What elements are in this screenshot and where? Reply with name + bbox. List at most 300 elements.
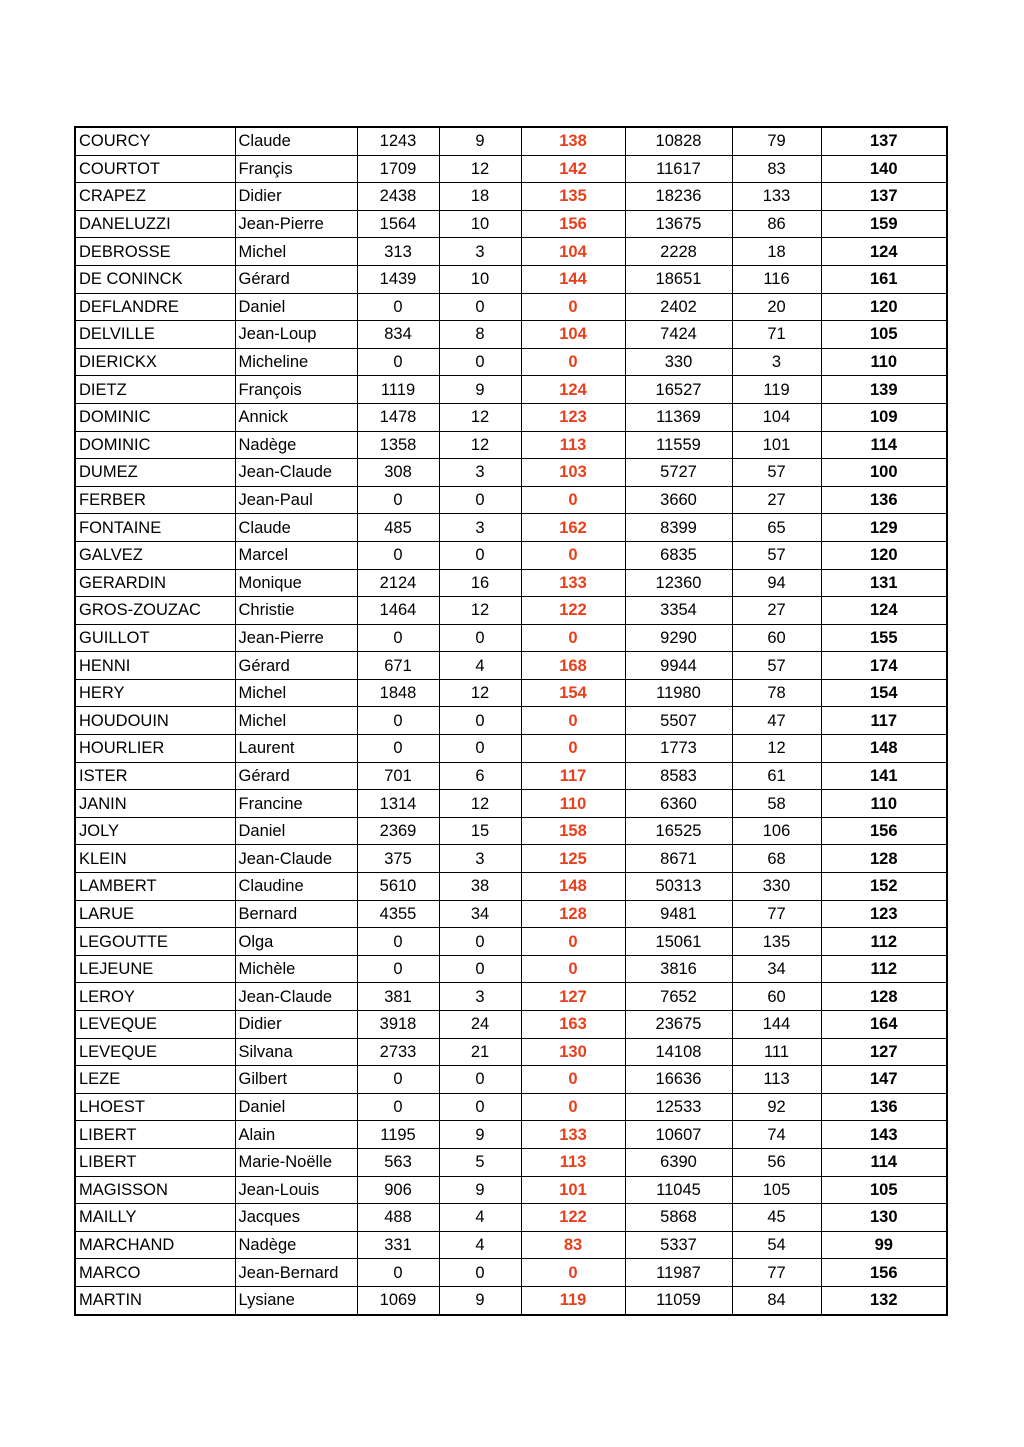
average-cell: 0 bbox=[521, 624, 625, 652]
total-average-cell: 105 bbox=[821, 321, 947, 349]
total-average-cell: 117 bbox=[821, 707, 947, 735]
points-cell: 0 bbox=[357, 955, 439, 983]
total-points-cell: 9944 bbox=[625, 652, 732, 680]
firstname-cell: Annick bbox=[235, 403, 357, 431]
table-row bbox=[75, 790, 947, 818]
games-cell: 3 bbox=[439, 845, 521, 873]
table-row bbox=[75, 873, 947, 901]
points-cell: 313 bbox=[357, 238, 439, 266]
games-cell: 16 bbox=[439, 569, 521, 597]
total-points-cell: 11617 bbox=[625, 155, 732, 183]
points-cell: 331 bbox=[357, 1231, 439, 1259]
average-cell: 0 bbox=[521, 735, 625, 763]
average-cell: 0 bbox=[521, 293, 625, 321]
total-average-cell: 141 bbox=[821, 762, 947, 790]
surname-cell: JOLY bbox=[75, 817, 235, 845]
firstname-cell: Jean-Pierre bbox=[235, 624, 357, 652]
total-games-cell: 54 bbox=[732, 1231, 821, 1259]
total-points-cell: 6835 bbox=[625, 541, 732, 569]
average-cell: 0 bbox=[521, 486, 625, 514]
total-average-cell: 174 bbox=[821, 652, 947, 680]
total-games-cell: 92 bbox=[732, 1093, 821, 1121]
games-cell: 6 bbox=[439, 762, 521, 790]
games-cell: 10 bbox=[439, 265, 521, 293]
average-cell: 154 bbox=[521, 679, 625, 707]
total-average-cell: 161 bbox=[821, 265, 947, 293]
games-cell: 12 bbox=[439, 679, 521, 707]
average-cell: 125 bbox=[521, 845, 625, 873]
games-cell: 12 bbox=[439, 431, 521, 459]
table-row bbox=[75, 1148, 947, 1176]
surname-cell: LARUE bbox=[75, 900, 235, 928]
games-cell: 0 bbox=[439, 955, 521, 983]
average-cell: 83 bbox=[521, 1231, 625, 1259]
points-cell: 0 bbox=[357, 293, 439, 321]
total-games-cell: 144 bbox=[732, 1011, 821, 1039]
table-row bbox=[75, 431, 947, 459]
average-cell: 156 bbox=[521, 210, 625, 238]
table-row bbox=[75, 652, 947, 680]
total-games-cell: 111 bbox=[732, 1038, 821, 1066]
average-cell: 158 bbox=[521, 817, 625, 845]
total-average-cell: 154 bbox=[821, 679, 947, 707]
table-row bbox=[75, 127, 947, 155]
points-cell: 1848 bbox=[357, 679, 439, 707]
total-games-cell: 79 bbox=[732, 127, 821, 155]
average-cell: 113 bbox=[521, 431, 625, 459]
table-row bbox=[75, 321, 947, 349]
total-points-cell: 15061 bbox=[625, 928, 732, 956]
total-games-cell: 56 bbox=[732, 1148, 821, 1176]
firstname-cell: Jean-Claude bbox=[235, 983, 357, 1011]
games-cell: 9 bbox=[439, 1176, 521, 1204]
total-games-cell: 18 bbox=[732, 238, 821, 266]
firstname-cell: Jean-Pierre bbox=[235, 210, 357, 238]
points-cell: 1243 bbox=[357, 127, 439, 155]
total-average-cell: 112 bbox=[821, 928, 947, 956]
table-row bbox=[75, 983, 947, 1011]
total-average-cell: 143 bbox=[821, 1121, 947, 1149]
games-cell: 9 bbox=[439, 1286, 521, 1314]
surname-cell: DIERICKX bbox=[75, 348, 235, 376]
total-points-cell: 5337 bbox=[625, 1231, 732, 1259]
points-cell: 1564 bbox=[357, 210, 439, 238]
games-cell: 18 bbox=[439, 183, 521, 211]
average-cell: 162 bbox=[521, 514, 625, 542]
average-cell: 0 bbox=[521, 541, 625, 569]
total-games-cell: 101 bbox=[732, 431, 821, 459]
total-points-cell: 16527 bbox=[625, 376, 732, 404]
average-cell: 0 bbox=[521, 1259, 625, 1287]
surname-cell: DANELUZZI bbox=[75, 210, 235, 238]
table-row bbox=[75, 486, 947, 514]
points-cell: 0 bbox=[357, 1066, 439, 1094]
table-row bbox=[75, 348, 947, 376]
total-points-cell: 6390 bbox=[625, 1148, 732, 1176]
table-row bbox=[75, 265, 947, 293]
points-cell: 0 bbox=[357, 928, 439, 956]
table-row bbox=[75, 1259, 947, 1287]
surname-cell: GUILLOT bbox=[75, 624, 235, 652]
surname-cell: COURTOT bbox=[75, 155, 235, 183]
table-body bbox=[75, 127, 947, 1315]
firstname-cell: Jean-Paul bbox=[235, 486, 357, 514]
total-average-cell: 110 bbox=[821, 790, 947, 818]
table-row bbox=[75, 210, 947, 238]
total-average-cell: 155 bbox=[821, 624, 947, 652]
firstname-cell: Gérard bbox=[235, 762, 357, 790]
total-average-cell: 136 bbox=[821, 486, 947, 514]
firstname-cell: Jean-Claude bbox=[235, 459, 357, 487]
firstname-cell: Michèle bbox=[235, 955, 357, 983]
total-points-cell: 23675 bbox=[625, 1011, 732, 1039]
total-games-cell: 133 bbox=[732, 183, 821, 211]
games-cell: 9 bbox=[439, 127, 521, 155]
total-points-cell: 50313 bbox=[625, 873, 732, 901]
total-points-cell: 10607 bbox=[625, 1121, 732, 1149]
surname-cell: GALVEZ bbox=[75, 541, 235, 569]
total-points-cell: 7652 bbox=[625, 983, 732, 1011]
total-average-cell: 99 bbox=[821, 1231, 947, 1259]
points-cell: 0 bbox=[357, 541, 439, 569]
total-games-cell: 60 bbox=[732, 983, 821, 1011]
firstname-cell: Didier bbox=[235, 1011, 357, 1039]
surname-cell: CRAPEZ bbox=[75, 183, 235, 211]
total-points-cell: 11059 bbox=[625, 1286, 732, 1314]
total-points-cell: 2228 bbox=[625, 238, 732, 266]
total-games-cell: 74 bbox=[732, 1121, 821, 1149]
surname-cell: FERBER bbox=[75, 486, 235, 514]
total-points-cell: 16636 bbox=[625, 1066, 732, 1094]
games-cell: 24 bbox=[439, 1011, 521, 1039]
average-cell: 0 bbox=[521, 955, 625, 983]
table-row bbox=[75, 845, 947, 873]
average-cell: 130 bbox=[521, 1038, 625, 1066]
total-points-cell: 10828 bbox=[625, 127, 732, 155]
total-games-cell: 113 bbox=[732, 1066, 821, 1094]
surname-cell: ISTER bbox=[75, 762, 235, 790]
surname-cell: JANIN bbox=[75, 790, 235, 818]
total-points-cell: 11987 bbox=[625, 1259, 732, 1287]
table-row bbox=[75, 1011, 947, 1039]
points-cell: 0 bbox=[357, 707, 439, 735]
total-average-cell: 120 bbox=[821, 293, 947, 321]
total-average-cell: 132 bbox=[821, 1286, 947, 1314]
points-cell: 488 bbox=[357, 1204, 439, 1232]
surname-cell: DOMINIC bbox=[75, 431, 235, 459]
games-cell: 8 bbox=[439, 321, 521, 349]
total-average-cell: 136 bbox=[821, 1093, 947, 1121]
games-cell: 12 bbox=[439, 790, 521, 818]
surname-cell: HERY bbox=[75, 679, 235, 707]
total-points-cell: 8583 bbox=[625, 762, 732, 790]
average-cell: 144 bbox=[521, 265, 625, 293]
total-average-cell: 123 bbox=[821, 900, 947, 928]
table-row bbox=[75, 955, 947, 983]
average-cell: 122 bbox=[521, 1204, 625, 1232]
total-average-cell: 156 bbox=[821, 1259, 947, 1287]
total-games-cell: 105 bbox=[732, 1176, 821, 1204]
surname-cell: LEVEQUE bbox=[75, 1038, 235, 1066]
total-games-cell: 61 bbox=[732, 762, 821, 790]
total-games-cell: 84 bbox=[732, 1286, 821, 1314]
games-cell: 0 bbox=[439, 707, 521, 735]
average-cell: 148 bbox=[521, 873, 625, 901]
table-row bbox=[75, 1038, 947, 1066]
total-points-cell: 5727 bbox=[625, 459, 732, 487]
surname-cell: DELVILLE bbox=[75, 321, 235, 349]
total-average-cell: 128 bbox=[821, 983, 947, 1011]
points-cell: 2369 bbox=[357, 817, 439, 845]
average-cell: 128 bbox=[521, 900, 625, 928]
total-games-cell: 68 bbox=[732, 845, 821, 873]
surname-cell: LEROY bbox=[75, 983, 235, 1011]
total-points-cell: 5868 bbox=[625, 1204, 732, 1232]
total-average-cell: 112 bbox=[821, 955, 947, 983]
total-average-cell: 105 bbox=[821, 1176, 947, 1204]
average-cell: 119 bbox=[521, 1286, 625, 1314]
games-cell: 21 bbox=[439, 1038, 521, 1066]
total-points-cell: 12360 bbox=[625, 569, 732, 597]
games-cell: 12 bbox=[439, 597, 521, 625]
points-cell: 0 bbox=[357, 486, 439, 514]
games-cell: 10 bbox=[439, 210, 521, 238]
total-games-cell: 27 bbox=[732, 486, 821, 514]
surname-cell: DIETZ bbox=[75, 376, 235, 404]
games-cell: 4 bbox=[439, 1231, 521, 1259]
total-games-cell: 57 bbox=[732, 541, 821, 569]
table-row bbox=[75, 1204, 947, 1232]
average-cell: 113 bbox=[521, 1148, 625, 1176]
total-points-cell: 6360 bbox=[625, 790, 732, 818]
surname-cell: GERARDIN bbox=[75, 569, 235, 597]
average-cell: 104 bbox=[521, 321, 625, 349]
average-cell: 0 bbox=[521, 707, 625, 735]
total-games-cell: 34 bbox=[732, 955, 821, 983]
table-row bbox=[75, 707, 947, 735]
total-games-cell: 77 bbox=[732, 900, 821, 928]
points-cell: 375 bbox=[357, 845, 439, 873]
total-points-cell: 330 bbox=[625, 348, 732, 376]
games-cell: 0 bbox=[439, 541, 521, 569]
points-cell: 1478 bbox=[357, 403, 439, 431]
total-average-cell: 130 bbox=[821, 1204, 947, 1232]
average-cell: 0 bbox=[521, 348, 625, 376]
total-games-cell: 104 bbox=[732, 403, 821, 431]
points-cell: 2124 bbox=[357, 569, 439, 597]
surname-cell: DOMINIC bbox=[75, 403, 235, 431]
total-points-cell: 12533 bbox=[625, 1093, 732, 1121]
games-cell: 12 bbox=[439, 403, 521, 431]
points-cell: 2733 bbox=[357, 1038, 439, 1066]
firstname-cell: Michel bbox=[235, 679, 357, 707]
games-cell: 3 bbox=[439, 514, 521, 542]
total-games-cell: 94 bbox=[732, 569, 821, 597]
total-average-cell: 159 bbox=[821, 210, 947, 238]
surname-cell: LHOEST bbox=[75, 1093, 235, 1121]
total-average-cell: 109 bbox=[821, 403, 947, 431]
total-games-cell: 57 bbox=[732, 459, 821, 487]
total-points-cell: 3660 bbox=[625, 486, 732, 514]
surname-cell: HOURLIER bbox=[75, 735, 235, 763]
average-cell: 135 bbox=[521, 183, 625, 211]
games-cell: 0 bbox=[439, 1066, 521, 1094]
points-cell: 1464 bbox=[357, 597, 439, 625]
table-row bbox=[75, 624, 947, 652]
surname-cell: LEVEQUE bbox=[75, 1011, 235, 1039]
games-cell: 38 bbox=[439, 873, 521, 901]
points-cell: 906 bbox=[357, 1176, 439, 1204]
firstname-cell: Françis bbox=[235, 155, 357, 183]
total-points-cell: 11559 bbox=[625, 431, 732, 459]
firstname-cell: Marie-Noëlle bbox=[235, 1148, 357, 1176]
points-cell: 1709 bbox=[357, 155, 439, 183]
points-cell: 834 bbox=[357, 321, 439, 349]
total-average-cell: 152 bbox=[821, 873, 947, 901]
firstname-cell: Olga bbox=[235, 928, 357, 956]
points-cell: 0 bbox=[357, 624, 439, 652]
games-cell: 0 bbox=[439, 293, 521, 321]
total-average-cell: 131 bbox=[821, 569, 947, 597]
games-cell: 0 bbox=[439, 1093, 521, 1121]
table-row bbox=[75, 376, 947, 404]
total-games-cell: 3 bbox=[732, 348, 821, 376]
firstname-cell: Daniel bbox=[235, 293, 357, 321]
firstname-cell: Laurent bbox=[235, 735, 357, 763]
total-games-cell: 330 bbox=[732, 873, 821, 901]
points-cell: 0 bbox=[357, 348, 439, 376]
table-row bbox=[75, 1093, 947, 1121]
average-cell: 110 bbox=[521, 790, 625, 818]
firstname-cell: Marcel bbox=[235, 541, 357, 569]
points-cell: 1119 bbox=[357, 376, 439, 404]
surname-cell: DE CONINCK bbox=[75, 265, 235, 293]
games-cell: 34 bbox=[439, 900, 521, 928]
table-row bbox=[75, 541, 947, 569]
firstname-cell: Lysiane bbox=[235, 1286, 357, 1314]
average-cell: 127 bbox=[521, 983, 625, 1011]
total-points-cell: 14108 bbox=[625, 1038, 732, 1066]
total-average-cell: 137 bbox=[821, 183, 947, 211]
surname-cell: HENNI bbox=[75, 652, 235, 680]
table-row bbox=[75, 238, 947, 266]
table-row bbox=[75, 1066, 947, 1094]
total-average-cell: 110 bbox=[821, 348, 947, 376]
points-cell: 1439 bbox=[357, 265, 439, 293]
points-cell: 2438 bbox=[357, 183, 439, 211]
firstname-cell: Didier bbox=[235, 183, 357, 211]
firstname-cell: Alain bbox=[235, 1121, 357, 1149]
total-games-cell: 20 bbox=[732, 293, 821, 321]
surname-cell: LIBERT bbox=[75, 1121, 235, 1149]
total-points-cell: 8399 bbox=[625, 514, 732, 542]
surname-cell: KLEIN bbox=[75, 845, 235, 873]
total-average-cell: 137 bbox=[821, 127, 947, 155]
total-points-cell: 3816 bbox=[625, 955, 732, 983]
surname-cell: MAILLY bbox=[75, 1204, 235, 1232]
total-points-cell: 9481 bbox=[625, 900, 732, 928]
surname-cell: DEBROSSE bbox=[75, 238, 235, 266]
points-cell: 1314 bbox=[357, 790, 439, 818]
games-cell: 5 bbox=[439, 1148, 521, 1176]
games-cell: 9 bbox=[439, 1121, 521, 1149]
table-row bbox=[75, 928, 947, 956]
games-cell: 3 bbox=[439, 983, 521, 1011]
games-cell: 0 bbox=[439, 486, 521, 514]
firstname-cell: Daniel bbox=[235, 817, 357, 845]
total-points-cell: 1773 bbox=[625, 735, 732, 763]
firstname-cell: Gilbert bbox=[235, 1066, 357, 1094]
firstname-cell: Francine bbox=[235, 790, 357, 818]
surname-cell: MARTIN bbox=[75, 1286, 235, 1314]
firstname-cell: Micheline bbox=[235, 348, 357, 376]
firstname-cell: Jean-Louis bbox=[235, 1176, 357, 1204]
average-cell: 0 bbox=[521, 1093, 625, 1121]
points-cell: 0 bbox=[357, 1093, 439, 1121]
firstname-cell: Jean-Bernard bbox=[235, 1259, 357, 1287]
surname-cell: LIBERT bbox=[75, 1148, 235, 1176]
total-average-cell: 128 bbox=[821, 845, 947, 873]
average-cell: 0 bbox=[521, 1066, 625, 1094]
firstname-cell: François bbox=[235, 376, 357, 404]
points-cell: 381 bbox=[357, 983, 439, 1011]
firstname-cell: Claude bbox=[235, 514, 357, 542]
firstname-cell: Nadège bbox=[235, 431, 357, 459]
total-points-cell: 11369 bbox=[625, 403, 732, 431]
table-row bbox=[75, 1176, 947, 1204]
games-cell: 0 bbox=[439, 624, 521, 652]
surname-cell: MARCHAND bbox=[75, 1231, 235, 1259]
points-cell: 5610 bbox=[357, 873, 439, 901]
firstname-cell: Silvana bbox=[235, 1038, 357, 1066]
total-points-cell: 13675 bbox=[625, 210, 732, 238]
firstname-cell: Michel bbox=[235, 707, 357, 735]
total-average-cell: 140 bbox=[821, 155, 947, 183]
points-cell: 3918 bbox=[357, 1011, 439, 1039]
total-points-cell: 18236 bbox=[625, 183, 732, 211]
games-cell: 4 bbox=[439, 652, 521, 680]
games-cell: 4 bbox=[439, 1204, 521, 1232]
table-row bbox=[75, 1231, 947, 1259]
surname-cell: DUMEZ bbox=[75, 459, 235, 487]
points-cell: 563 bbox=[357, 1148, 439, 1176]
table-row bbox=[75, 1121, 947, 1149]
firstname-cell: Gérard bbox=[235, 652, 357, 680]
total-points-cell: 5507 bbox=[625, 707, 732, 735]
score-table bbox=[74, 126, 948, 1316]
table-row bbox=[75, 597, 947, 625]
games-cell: 0 bbox=[439, 348, 521, 376]
total-games-cell: 83 bbox=[732, 155, 821, 183]
table-row bbox=[75, 293, 947, 321]
surname-cell: MAGISSON bbox=[75, 1176, 235, 1204]
points-cell: 671 bbox=[357, 652, 439, 680]
average-cell: 103 bbox=[521, 459, 625, 487]
total-average-cell: 148 bbox=[821, 735, 947, 763]
points-cell: 701 bbox=[357, 762, 439, 790]
total-average-cell: 124 bbox=[821, 597, 947, 625]
table-row bbox=[75, 762, 947, 790]
total-games-cell: 60 bbox=[732, 624, 821, 652]
firstname-cell: Gérard bbox=[235, 265, 357, 293]
total-games-cell: 27 bbox=[732, 597, 821, 625]
firstname-cell: Monique bbox=[235, 569, 357, 597]
total-average-cell: 120 bbox=[821, 541, 947, 569]
games-cell: 0 bbox=[439, 928, 521, 956]
total-games-cell: 116 bbox=[732, 265, 821, 293]
points-cell: 1195 bbox=[357, 1121, 439, 1149]
table-row bbox=[75, 183, 947, 211]
